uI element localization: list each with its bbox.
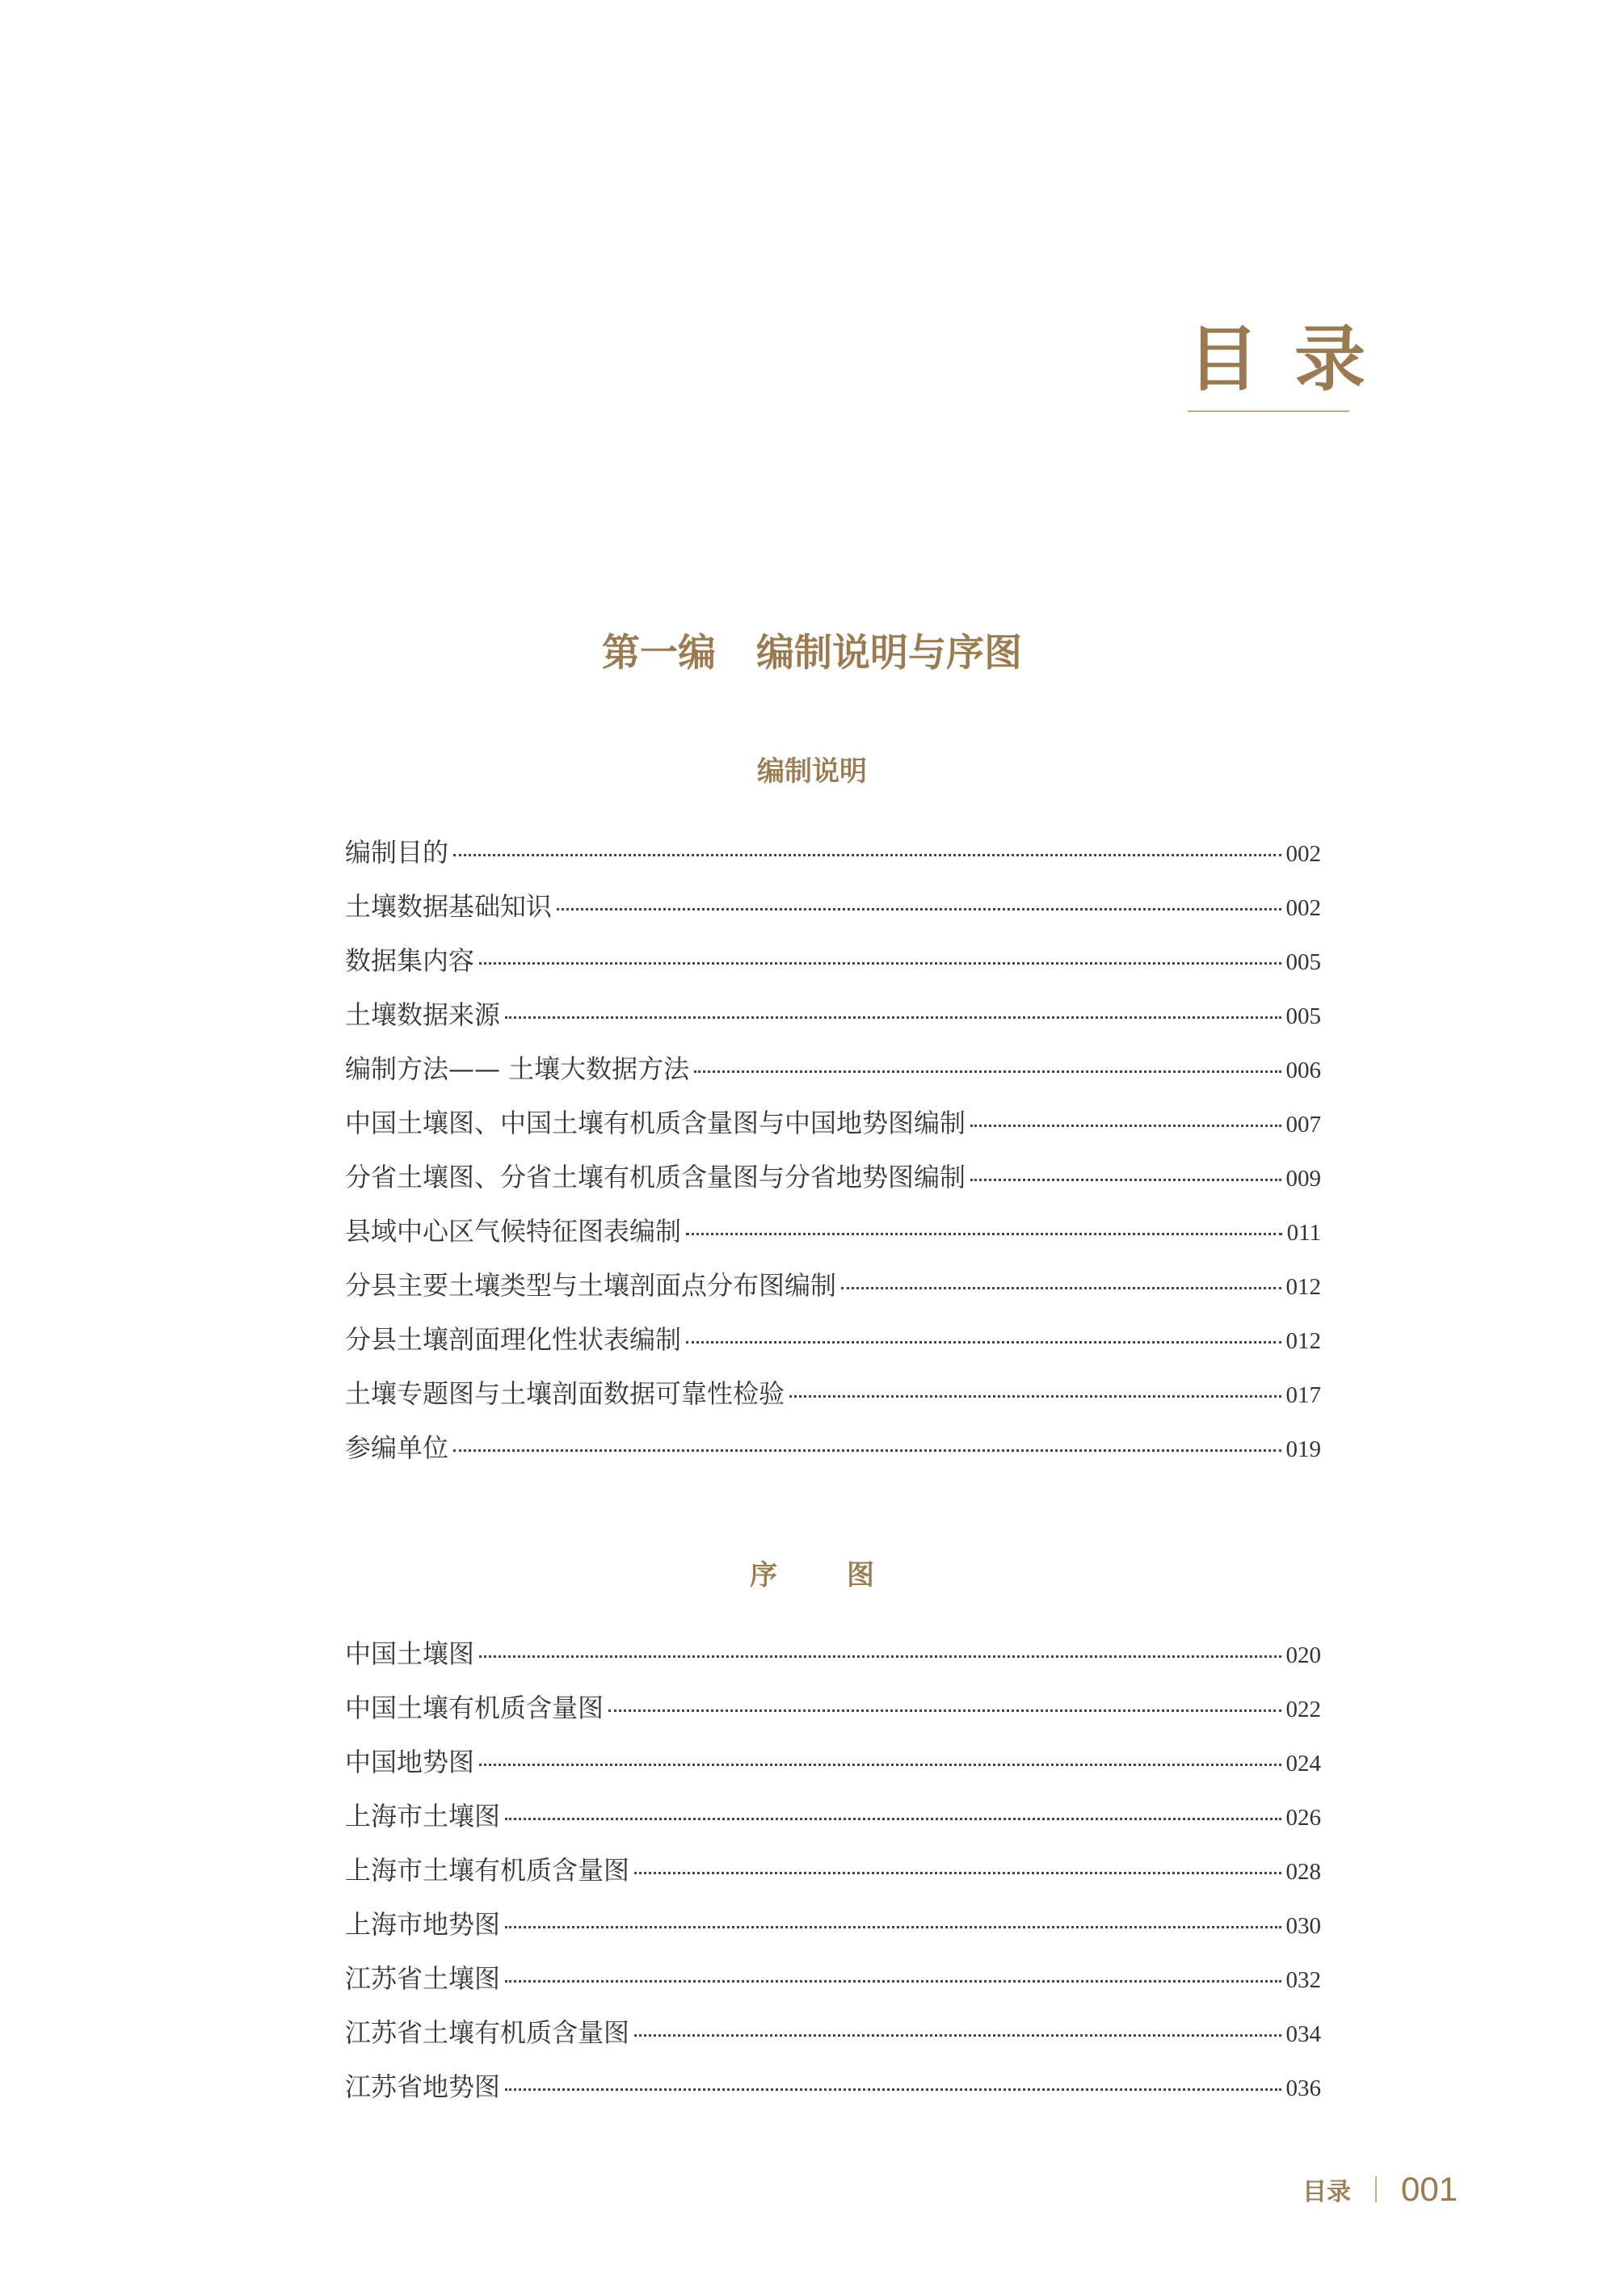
toc-entry-page: 011 [1286,1220,1321,1246]
toc-entry-label: 编制方法—— 土壤大数据方法 [345,1053,690,1084]
section-title-char: 图 [847,1559,874,1592]
part-title [0,625,1624,682]
toc-entry-page: 012 [1285,1274,1321,1300]
dot-leader [479,1764,1281,1766]
dot-leader [841,1287,1281,1289]
toc-entry[interactable] [345,832,1321,886]
section-title-preface-maps [0,1555,1624,1596]
toc-entry[interactable] [345,1428,1321,1482]
toc-entry-page: 032 [1285,1967,1321,1993]
dot-leader [634,1872,1281,1874]
toc-entry[interactable] [345,1742,1321,1796]
part-name: 编制说明与序图 [756,631,1022,675]
dot-leader [453,1449,1281,1452]
toc-entry-page: 002 [1285,895,1321,921]
toc-entry-page: 028 [1285,1859,1321,1885]
dot-leader [789,1395,1281,1398]
toc-entry[interactable] [345,2012,1321,2067]
toc-entry[interactable] [345,1157,1321,1211]
page-title: 目录 [1188,317,1402,401]
toc-entry-label: 中国土壤图 [345,1638,475,1669]
section-title-char: 序 [750,1559,777,1592]
toc-entry-label: 土壤数据来源 [345,999,501,1030]
toc-entry[interactable] [345,1688,1321,1742]
dot-leader [970,1179,1281,1181]
dot-leader [479,962,1281,965]
toc-entry-page: 005 [1285,949,1321,975]
toc-entry[interactable] [345,1373,1321,1428]
dot-leader [453,854,1281,856]
dot-leader [505,1980,1281,1983]
toc-entry[interactable] [345,886,1321,940]
toc-entry-label: 土壤数据基础知识 [345,891,553,922]
dot-leader [505,2088,1281,2091]
page-heading [1188,315,1402,420]
toc-entry-label: 上海市土壤有机质含量图 [345,1855,630,1886]
toc-entry[interactable] [345,995,1321,1049]
toc-entry[interactable] [345,1103,1321,1157]
toc-entry-label: 参编单位 [345,1432,449,1463]
toc-entry-label: 江苏省地势图 [345,2071,501,2102]
toc-entry[interactable] [345,2067,1321,2121]
toc-entry-page: 006 [1285,1058,1321,1083]
toc-entry[interactable] [345,1211,1321,1265]
page-number: 001 [1401,2170,1458,2208]
toc-entry-page: 019 [1285,1436,1321,1462]
toc-entry-label: 中国土壤图、中国土壤有机质含量图与中国地势图编制 [345,1108,966,1138]
toc-entry-page: 026 [1285,1805,1321,1831]
dot-leader [505,1818,1281,1820]
toc-entry[interactable] [345,1265,1321,1319]
toc-entry-label: 江苏省土壤有机质含量图 [345,2017,630,2048]
folio-divider [1375,2176,1377,2202]
toc-entry[interactable] [345,1049,1321,1103]
part-number: 第一编 [602,631,716,675]
toc-entry-page: 036 [1285,2075,1321,2101]
toc-entry[interactable] [345,1796,1321,1850]
page-folio [1302,2165,1458,2214]
toc-entry-page: 005 [1285,1003,1321,1029]
toc-entry-label: 编制目的 [345,837,449,868]
section-title-text: 编制说明 [757,755,867,788]
title-underline [1188,410,1349,412]
toc-entry-page: 009 [1285,1166,1321,1192]
dot-leader [634,2034,1281,2037]
toc-entry-label: 上海市地势图 [345,1909,501,1940]
toc-entry[interactable] [345,1634,1321,1688]
toc-entry-label: 中国土壤有机质含量图 [345,1693,604,1723]
dot-leader [505,1016,1281,1019]
toc-entry-label: 土壤专题图与土壤剖面数据可靠性检验 [345,1378,785,1409]
toc-entry-label: 分县主要土壤类型与土壤剖面点分布图编制 [345,1270,837,1301]
toc-entry[interactable] [345,1850,1321,1904]
toc-entry-label: 中国地势图 [345,1747,475,1777]
toc-entry-page: 007 [1285,1112,1321,1137]
toc-entry-label: 县域中心区气候特征图表编制 [345,1216,682,1247]
toc-entry-page: 012 [1285,1328,1321,1354]
toc-entry-label: 分县土壤剖面理化性状表编制 [345,1324,682,1355]
toc-list-compilation-notes [345,832,1321,1482]
dot-leader [970,1125,1281,1127]
toc-entry-page: 024 [1285,1751,1321,1777]
dot-leader [686,1341,1281,1344]
toc-entry-page: 022 [1285,1697,1321,1722]
toc-entry[interactable] [345,1319,1321,1373]
folio-label: 目录 [1302,2178,1351,2206]
toc-entry-page: 020 [1285,1642,1321,1668]
dot-leader [608,1709,1281,1712]
dot-leader [686,1233,1282,1235]
dot-leader [479,1655,1281,1658]
toc-entry-page: 030 [1285,1913,1321,1939]
toc-entry-page: 017 [1285,1382,1321,1408]
toc-entry-label: 上海市土壤图 [345,1801,501,1831]
toc-entry-label: 数据集内容 [345,945,475,976]
section-title-compilation-notes [0,751,1624,792]
toc-entry-page: 034 [1285,2021,1321,2047]
toc-list-preface-maps [345,1634,1321,2121]
dot-leader [694,1070,1281,1073]
toc-entry-label: 江苏省土壤图 [345,1963,501,1994]
toc-entry-label: 分省土壤图、分省土壤有机质含量图与分省地势图编制 [345,1162,966,1192]
toc-entry-page: 002 [1285,841,1321,867]
dot-leader [505,1926,1281,1928]
dot-leader [557,908,1281,910]
toc-entry[interactable] [345,1904,1321,1958]
toc-entry[interactable] [345,940,1321,995]
toc-entry[interactable] [345,1958,1321,2012]
